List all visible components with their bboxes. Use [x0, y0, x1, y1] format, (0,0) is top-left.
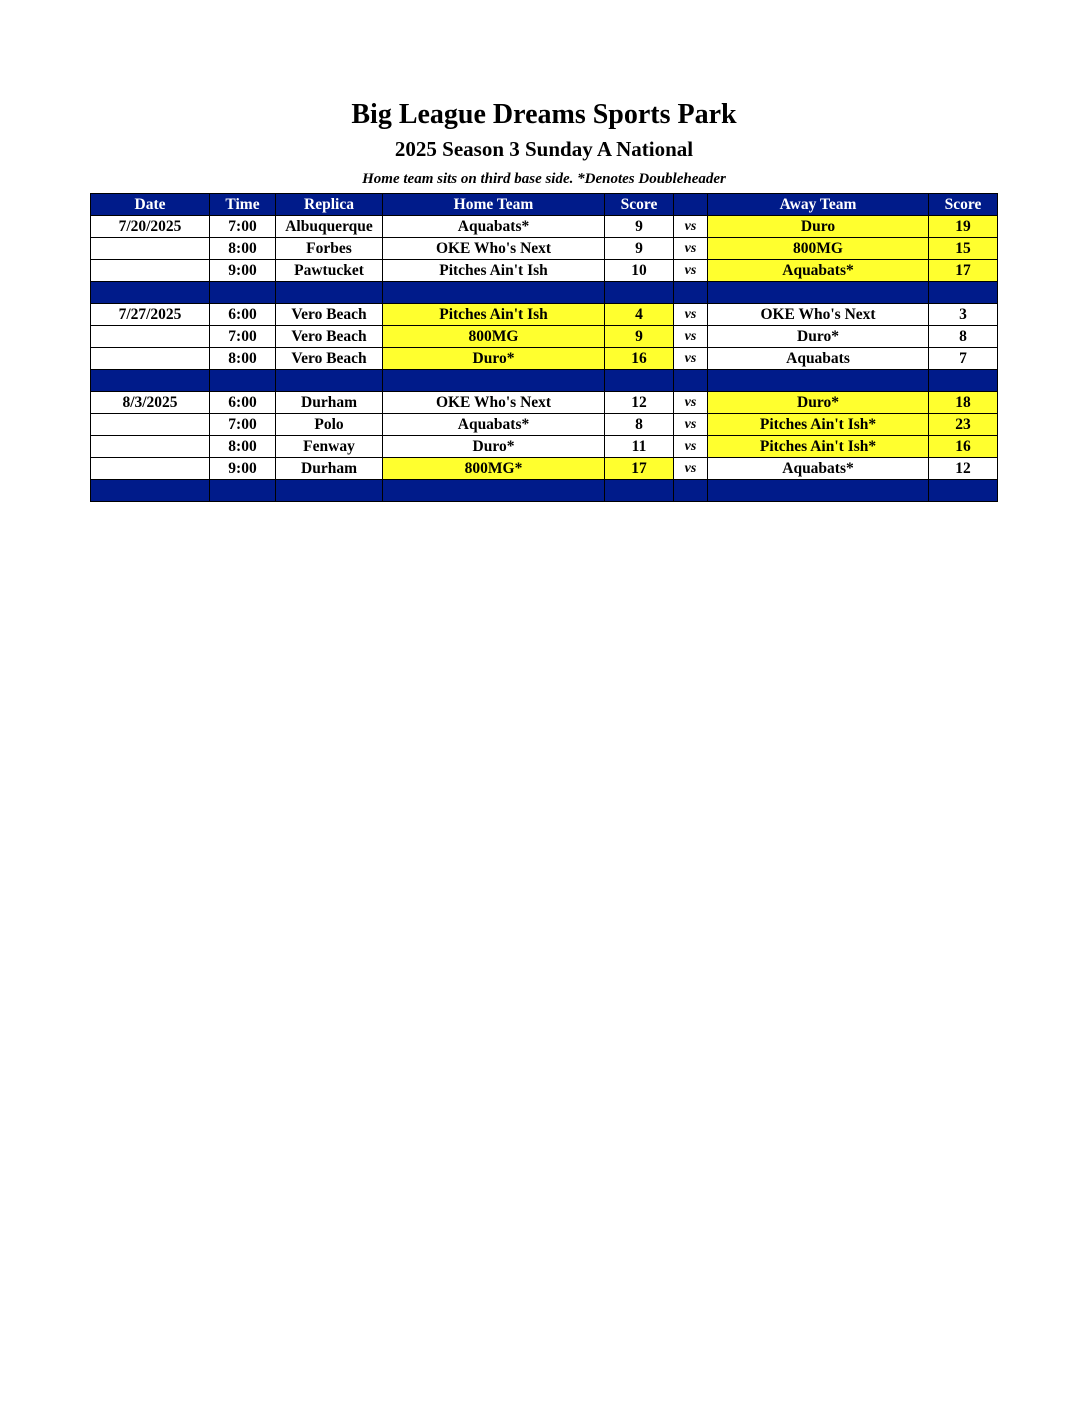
time-cell: 7:00 [210, 414, 276, 436]
vs-cell: vs [674, 436, 708, 458]
header-vs [674, 194, 708, 216]
separator-cell [605, 480, 674, 502]
time-cell: 8:00 [210, 238, 276, 260]
replica-cell: Polo [276, 414, 383, 436]
replica-cell: Albuquerque [276, 216, 383, 238]
away-team-cell: Aquabats* [708, 458, 929, 480]
time-cell: 9:00 [210, 458, 276, 480]
replica-cell: Durham [276, 392, 383, 414]
away-team-cell: OKE Who's Next [708, 304, 929, 326]
away-team-cell: Pitches Ain't Ish* [708, 414, 929, 436]
separator-cell [91, 282, 210, 304]
header-replica: Replica [276, 194, 383, 216]
schedule-body [91, 216, 998, 502]
date-cell: 8/3/2025 [91, 392, 210, 414]
separator-cell [605, 282, 674, 304]
home-team-cell: Aquabats* [383, 414, 605, 436]
game-row [91, 238, 998, 260]
separator-cell [674, 370, 708, 392]
game-row [91, 260, 998, 282]
vs-cell: vs [674, 458, 708, 480]
page-subtitle: 2025 Season 3 Sunday A National [394, 137, 694, 161]
schedule-table [90, 193, 998, 502]
replica-cell: Durham [276, 458, 383, 480]
separator-cell [929, 370, 998, 392]
vs-cell: vs [674, 414, 708, 436]
page-title: Big League Dreams Sports Park [351, 99, 737, 130]
away-team-cell: Duro* [708, 326, 929, 348]
game-row [91, 458, 998, 480]
separator-cell [210, 282, 276, 304]
header-time: Time [210, 194, 276, 216]
time-cell: 8:00 [210, 348, 276, 370]
time-cell: 7:00 [210, 326, 276, 348]
separator-cell [674, 282, 708, 304]
away-score-cell: 16 [929, 436, 998, 458]
time-cell: 8:00 [210, 436, 276, 458]
date-cell [91, 238, 210, 260]
header-away-score: Score [929, 194, 998, 216]
home-team-cell: OKE Who's Next [383, 238, 605, 260]
vs-cell: vs [674, 260, 708, 282]
away-team-cell: Aquabats [708, 348, 929, 370]
home-score-cell: 16 [605, 348, 674, 370]
home-team-cell: Duro* [383, 436, 605, 458]
replica-cell: Forbes [276, 238, 383, 260]
home-score-cell: 11 [605, 436, 674, 458]
date-cell: 7/20/2025 [91, 216, 210, 238]
separator-cell [383, 370, 605, 392]
separator-cell [91, 370, 210, 392]
separator-cell [605, 370, 674, 392]
game-row [91, 414, 998, 436]
vs-cell: vs [674, 238, 708, 260]
home-score-cell: 4 [605, 304, 674, 326]
separator-cell [210, 480, 276, 502]
separator-cell [91, 480, 210, 502]
date-cell [91, 326, 210, 348]
header-date: Date [91, 194, 210, 216]
separator-cell [929, 282, 998, 304]
home-team-cell: Aquabats* [383, 216, 605, 238]
separator-cell [210, 370, 276, 392]
separator-cell [929, 480, 998, 502]
replica-cell: Vero Beach [276, 348, 383, 370]
home-team-cell: 800MG [383, 326, 605, 348]
week-separator-row [91, 480, 998, 502]
separator-cell [276, 480, 383, 502]
header-row [91, 194, 998, 216]
game-row [91, 392, 998, 414]
time-cell: 6:00 [210, 304, 276, 326]
vs-cell: vs [674, 392, 708, 414]
separator-cell [674, 480, 708, 502]
away-score-cell: 15 [929, 238, 998, 260]
replica-cell: Vero Beach [276, 326, 383, 348]
vs-cell: vs [674, 216, 708, 238]
home-score-cell: 9 [605, 326, 674, 348]
date-cell [91, 436, 210, 458]
away-team-cell: Duro* [708, 392, 929, 414]
home-team-cell: OKE Who's Next [383, 392, 605, 414]
away-score-cell: 23 [929, 414, 998, 436]
time-cell: 9:00 [210, 260, 276, 282]
week-separator-row [91, 282, 998, 304]
home-team-cell: Pitches Ain't Ish [383, 304, 605, 326]
away-team-cell: Aquabats* [708, 260, 929, 282]
away-score-cell: 8 [929, 326, 998, 348]
game-row [91, 348, 998, 370]
replica-cell: Pawtucket [276, 260, 383, 282]
separator-cell [276, 370, 383, 392]
home-score-cell: 9 [605, 238, 674, 260]
doubleheader-note: Home team sits on third base side. *Denotes Doubleheader [362, 171, 726, 187]
time-cell: 6:00 [210, 392, 276, 414]
away-score-cell: 19 [929, 216, 998, 238]
separator-cell [708, 370, 929, 392]
separator-cell [276, 282, 383, 304]
date-cell: 7/27/2025 [91, 304, 210, 326]
away-score-cell: 17 [929, 260, 998, 282]
home-score-cell: 8 [605, 414, 674, 436]
replica-cell: Fenway [276, 436, 383, 458]
replica-cell: Vero Beach [276, 304, 383, 326]
vs-cell: vs [674, 326, 708, 348]
home-team-cell: 800MG* [383, 458, 605, 480]
date-cell [91, 458, 210, 480]
home-team-cell: Duro* [383, 348, 605, 370]
away-score-cell: 18 [929, 392, 998, 414]
home-score-cell: 9 [605, 216, 674, 238]
home-score-cell: 10 [605, 260, 674, 282]
date-cell [91, 348, 210, 370]
date-cell [91, 414, 210, 436]
separator-cell [708, 282, 929, 304]
away-score-cell: 3 [929, 304, 998, 326]
time-cell: 7:00 [210, 216, 276, 238]
separator-cell [383, 282, 605, 304]
home-score-cell: 12 [605, 392, 674, 414]
away-score-cell: 7 [929, 348, 998, 370]
away-score-cell: 12 [929, 458, 998, 480]
away-team-cell: Pitches Ain't Ish* [708, 436, 929, 458]
vs-cell: vs [674, 348, 708, 370]
game-row [91, 216, 998, 238]
home-score-cell: 17 [605, 458, 674, 480]
header-home-score: Score [605, 194, 674, 216]
header-home-team: Home Team [383, 194, 605, 216]
week-separator-row [91, 370, 998, 392]
header-away-team: Away Team [708, 194, 929, 216]
home-team-cell: Pitches Ain't Ish [383, 260, 605, 282]
vs-cell: vs [674, 304, 708, 326]
away-team-cell: 800MG [708, 238, 929, 260]
date-cell [91, 260, 210, 282]
game-row [91, 304, 998, 326]
away-team-cell: Duro [708, 216, 929, 238]
game-row [91, 326, 998, 348]
separator-cell [383, 480, 605, 502]
separator-cell [708, 480, 929, 502]
game-row [91, 436, 998, 458]
